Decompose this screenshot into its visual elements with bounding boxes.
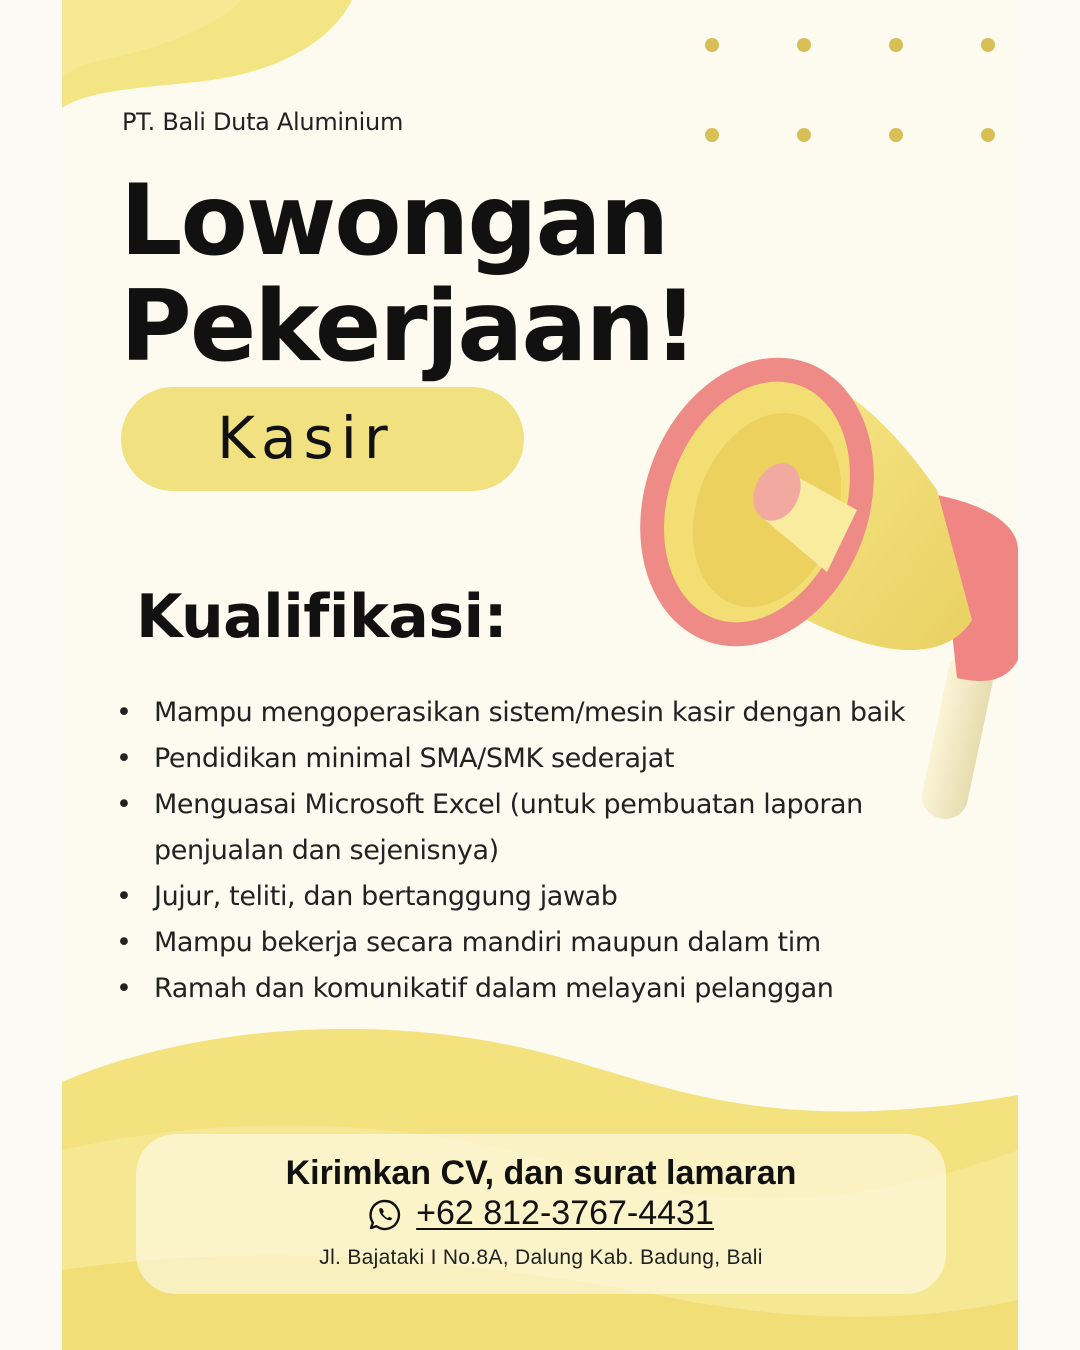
list-item xyxy=(114,782,874,874)
qualifications-list xyxy=(114,690,934,1012)
qualification-text: Mampu bekerja secara mandiri maupun dalam tim xyxy=(154,927,821,958)
bullet-icon: • xyxy=(116,697,132,728)
qualification-text: Pendidikan minimal SMA/SMK sederajat xyxy=(154,743,675,774)
list-item xyxy=(114,920,934,966)
bullet-icon: • xyxy=(116,743,132,774)
bullet-icon: • xyxy=(116,789,132,820)
bullet-icon: • xyxy=(116,973,132,1004)
qualification-text: Menguasai Microsoft Excel (untuk pembuatan laporan penjualan dan sejenisnya) xyxy=(154,789,863,866)
position-title: Kasir xyxy=(217,404,395,472)
whatsapp-icon xyxy=(368,1198,402,1232)
qualification-text: Jujur, teliti, dan bertanggung jawab xyxy=(154,881,618,912)
address: Jl. Bajataki I No.8A, Dalung Kab. Badung, Bali xyxy=(319,1246,763,1269)
company-name: PT. Bali Duta Aluminium xyxy=(122,108,404,136)
job-poster xyxy=(62,0,1018,1350)
bullet-icon: • xyxy=(116,927,132,958)
headline-line-2: Pekerjaan! xyxy=(120,270,696,384)
position-badge xyxy=(121,387,524,491)
cta-text: Kirimkan CV, dan surat lamaran xyxy=(285,1154,797,1192)
list-item xyxy=(114,736,934,782)
phone-link[interactable]: +62 812-3767-4431 xyxy=(416,1194,714,1232)
list-item xyxy=(114,966,934,1012)
bullet-icon: • xyxy=(116,881,132,912)
contact-card xyxy=(136,1134,946,1294)
decorative-dots xyxy=(705,38,995,142)
headline-line-1: Lowongan xyxy=(120,164,668,278)
list-item xyxy=(114,690,934,736)
qualification-text: Ramah dan komunikatif dalam melayani pelanggan xyxy=(154,973,834,1004)
qualification-text: Mampu mengoperasikan sistem/mesin kasir dengan baik xyxy=(154,697,906,728)
qualifications-title: Kualifikasi: xyxy=(136,582,508,652)
phone-row xyxy=(136,1194,946,1233)
list-item xyxy=(114,874,934,920)
